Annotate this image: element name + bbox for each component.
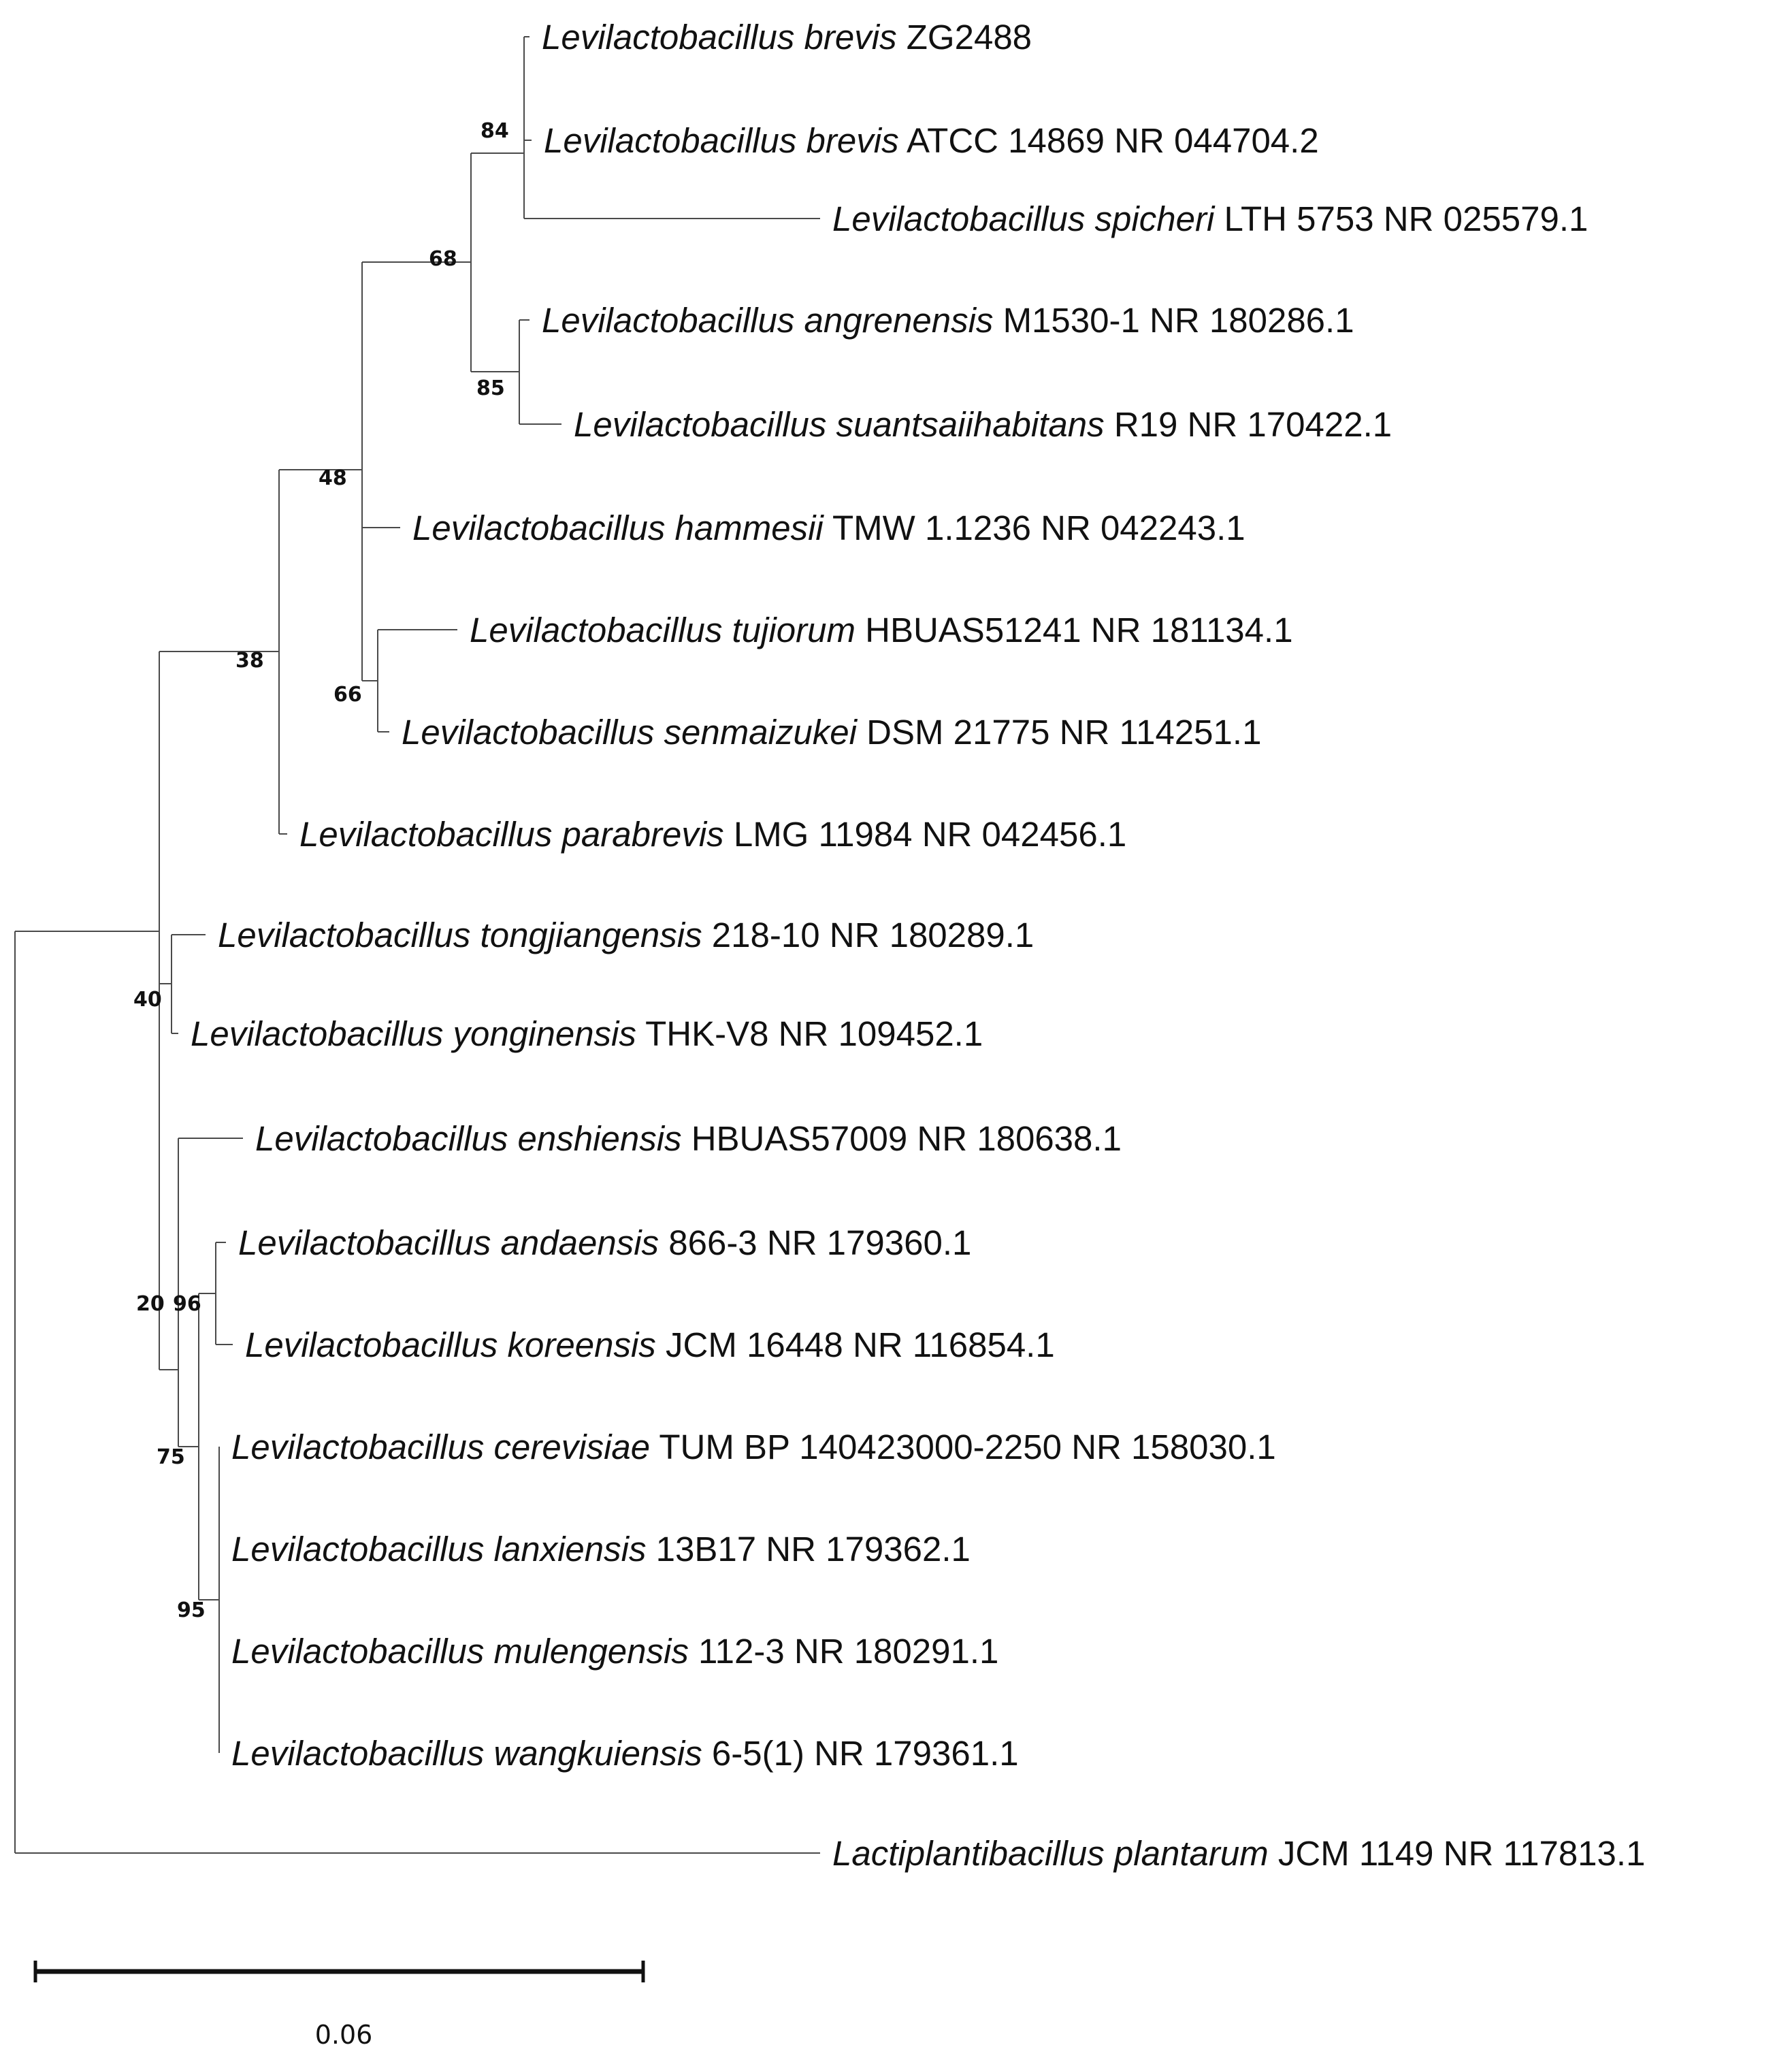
bootstrap-value: 48 [319,466,347,490]
taxon-species: Levilactobacillus brevis [544,121,899,160]
bootstrap-value: 20 [136,1292,165,1316]
taxon-strain: THK-V8 NR 109452.1 [636,1014,983,1053]
taxon-label [402,713,1261,752]
taxon-species: Levilactobacillus brevis [542,18,897,57]
taxon-species: Levilactobacillus cerevisiae [231,1428,651,1466]
taxon-strain: JCM 16448 NR 116854.1 [655,1325,1055,1364]
taxon-strain: ZG2488 [896,18,1032,57]
taxon-species: Levilactobacillus tujiorum [470,611,856,649]
taxon-species: Levilactobacillus angrenensis [542,301,994,340]
bootstrap-labels [133,119,509,1622]
taxon-labels [191,18,1645,1873]
taxon-species: Levilactobacillus lanxiensis [231,1530,647,1568]
taxon-strain: 112-3 NR 180291.1 [688,1632,999,1671]
taxon-label [542,301,1354,340]
taxon-strain: HBUAS51241 NR 181134.1 [855,611,1293,649]
taxon-species: Levilactobacillus andaensis [238,1223,659,1262]
scale-bar-label: 0.06 [314,2020,373,2050]
taxon-species: Levilactobacillus koreensis [245,1325,656,1364]
taxon-species: Levilactobacillus senmaizukei [402,713,858,752]
bootstrap-value: 85 [476,376,505,400]
taxon-species: Lactiplantibacillus plantarum [832,1834,1269,1873]
taxon-strain: ATCC 14869 NR 044704.2 [898,121,1319,160]
taxon-label [470,611,1293,649]
taxon-strain: JCM 1149 NR 117813.1 [1268,1834,1646,1873]
taxon-label [832,199,1588,238]
taxon-label [218,916,1034,954]
bootstrap-value: 84 [480,119,509,143]
taxon-species: Levilactobacillus hammesii [412,509,824,547]
taxon-species: Levilactobacillus spicheri [832,199,1215,238]
taxon-species: Levilactobacillus yonginensis [191,1014,636,1053]
taxon-species: Levilactobacillus tongjiangensis [218,916,702,954]
taxon-label [832,1834,1645,1873]
bootstrap-value: 38 [235,649,264,673]
taxon-label [231,1632,998,1671]
scale-bar [35,1961,643,2050]
taxon-strain: 866-3 NR 179360.1 [659,1223,972,1262]
bootstrap-value: 96 [173,1292,201,1316]
taxon-label [231,1428,1276,1466]
bootstrap-value: 95 [177,1598,206,1622]
taxon-label [191,1014,983,1053]
taxon-strain: TMW 1.1236 NR 042243.1 [823,509,1245,547]
taxon-species: Levilactobacillus wangkuiensis [231,1734,702,1773]
taxon-species: Levilactobacillus parabrevis [299,815,724,854]
taxon-label [299,815,1126,854]
bootstrap-value: 75 [157,1445,185,1469]
taxon-strain: LMG 11984 NR 042456.1 [723,815,1127,854]
taxon-strain: 218-10 NR 180289.1 [702,916,1035,954]
taxon-label [542,18,1032,57]
bootstrap-value: 40 [133,988,162,1012]
bootstrap-value: 68 [429,247,457,271]
taxon-strain: 13B17 NR 179362.1 [646,1530,971,1568]
taxon-strain: LTH 5753 NR 025579.1 [1214,199,1589,238]
taxon-species: Levilactobacillus suantsaiihabitans [574,405,1105,444]
taxon-label [231,1734,1019,1773]
taxon-species: Levilactobacillus enshiensis [255,1119,682,1158]
taxon-label [544,121,1319,160]
taxon-strain: R19 NR 170422.1 [1104,405,1392,444]
taxon-label [231,1530,971,1568]
taxon-label [574,405,1392,444]
taxon-species: Levilactobacillus mulengensis [231,1632,689,1671]
taxon-strain: DSM 21775 NR 114251.1 [857,713,1262,752]
taxon-label [412,509,1245,547]
taxon-strain: M1530-1 NR 180286.1 [993,301,1354,340]
taxon-strain: 6-5(1) NR 179361.1 [702,1734,1019,1773]
taxon-strain: HBUAS57009 NR 180638.1 [681,1119,1122,1158]
taxon-label [238,1223,971,1262]
taxon-label [255,1119,1122,1158]
bootstrap-value: 66 [333,683,362,707]
taxon-strain: TUM BP 140423000-2250 NR 158030.1 [650,1428,1276,1466]
taxon-label [245,1325,1055,1364]
